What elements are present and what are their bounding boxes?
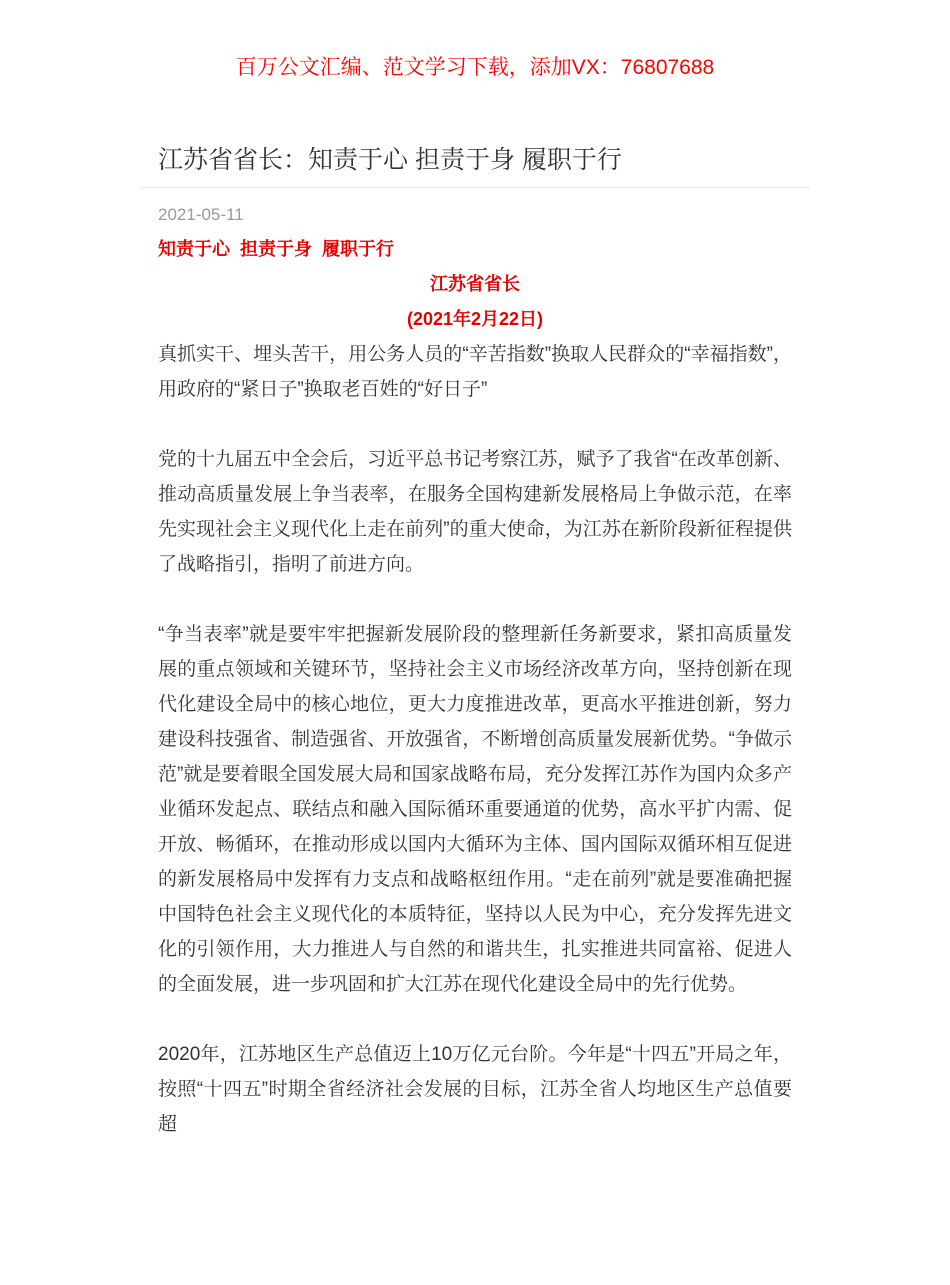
article-subtitle: 知责于心 担责于身 履职于行 <box>158 239 395 259</box>
speaker-name: 江苏省省长 <box>430 274 520 294</box>
page <box>0 55 950 1285</box>
article-paragraph: 党的十九届五中全会后，习近平总书记考察江苏，赋予了我省“在改革创新、推动高质量发展上争当表率，在服务全国构建新发展格局上争做示范，在率先实现社会主义现代化上走在前列”的重大使命，为江苏在新阶段新征程提供了战略指引，指明了前进方向。 <box>158 449 792 575</box>
article-paragraph: 2020年，江苏地区生产总值迈上10万亿元台阶。今年是“十四五”开局之年，按照“十四五”时期全省经济社会发展的目标，江苏全省人均地区生产总值要超 <box>158 1044 792 1135</box>
article-body <box>140 337 810 1142</box>
promo-banner: 百万公文汇编、范文学习下载，添加VX：76807688 <box>235 56 715 79</box>
article-title: 江苏省省长：知责于心 担责于身 履职于行 <box>158 146 622 174</box>
title-divider <box>140 187 810 188</box>
article-paragraph: “争当表率”就是要牢牢把握新发展阶段的整理新任务新要求，紧扣高质量发展的重点领域和关键环节，坚持社会主义市场经济改革方向，坚持创新在现代化建设全局中的核心地位，更大力度推进改革，更高水平推进创新，努力建设科技强省、制造强省、开放强省，不断增创高质量发展新优势。“争做示范”就是要着眼全国发展大局和国家战略布局，充分发挥江苏作为国内众多产业循环发起点、联结点和融入国际循环重要通道的优势，高水平扩内需、促开放、畅循环，在推动形成以国内大循环为主体、国内国际双循环相互促进的新发展格局中发挥有力支点和战略枢纽作用。“走在前列”就是要准确把握中国特色社会主义现代化的本质特征，坚持以人民为中心，充分发挥先进文化的引领作用，大力推进人与自然的和谐共生，扎实推进共同富裕、促进人的全面发展，进一步巩固和扩大江苏在现代化建设全局中的先行优势。 <box>158 624 792 995</box>
article <box>140 143 810 1142</box>
publish-date: 2021-05-11 <box>158 205 244 224</box>
speech-date: (2021年2月22日) <box>406 309 544 329</box>
article-paragraph: 真抓实干、埋头苦干，用公务人员的“辛苦指数”换取人民群众的“幸福指数”，用政府的“紧日子”换取老百姓的“好日子” <box>158 344 792 400</box>
